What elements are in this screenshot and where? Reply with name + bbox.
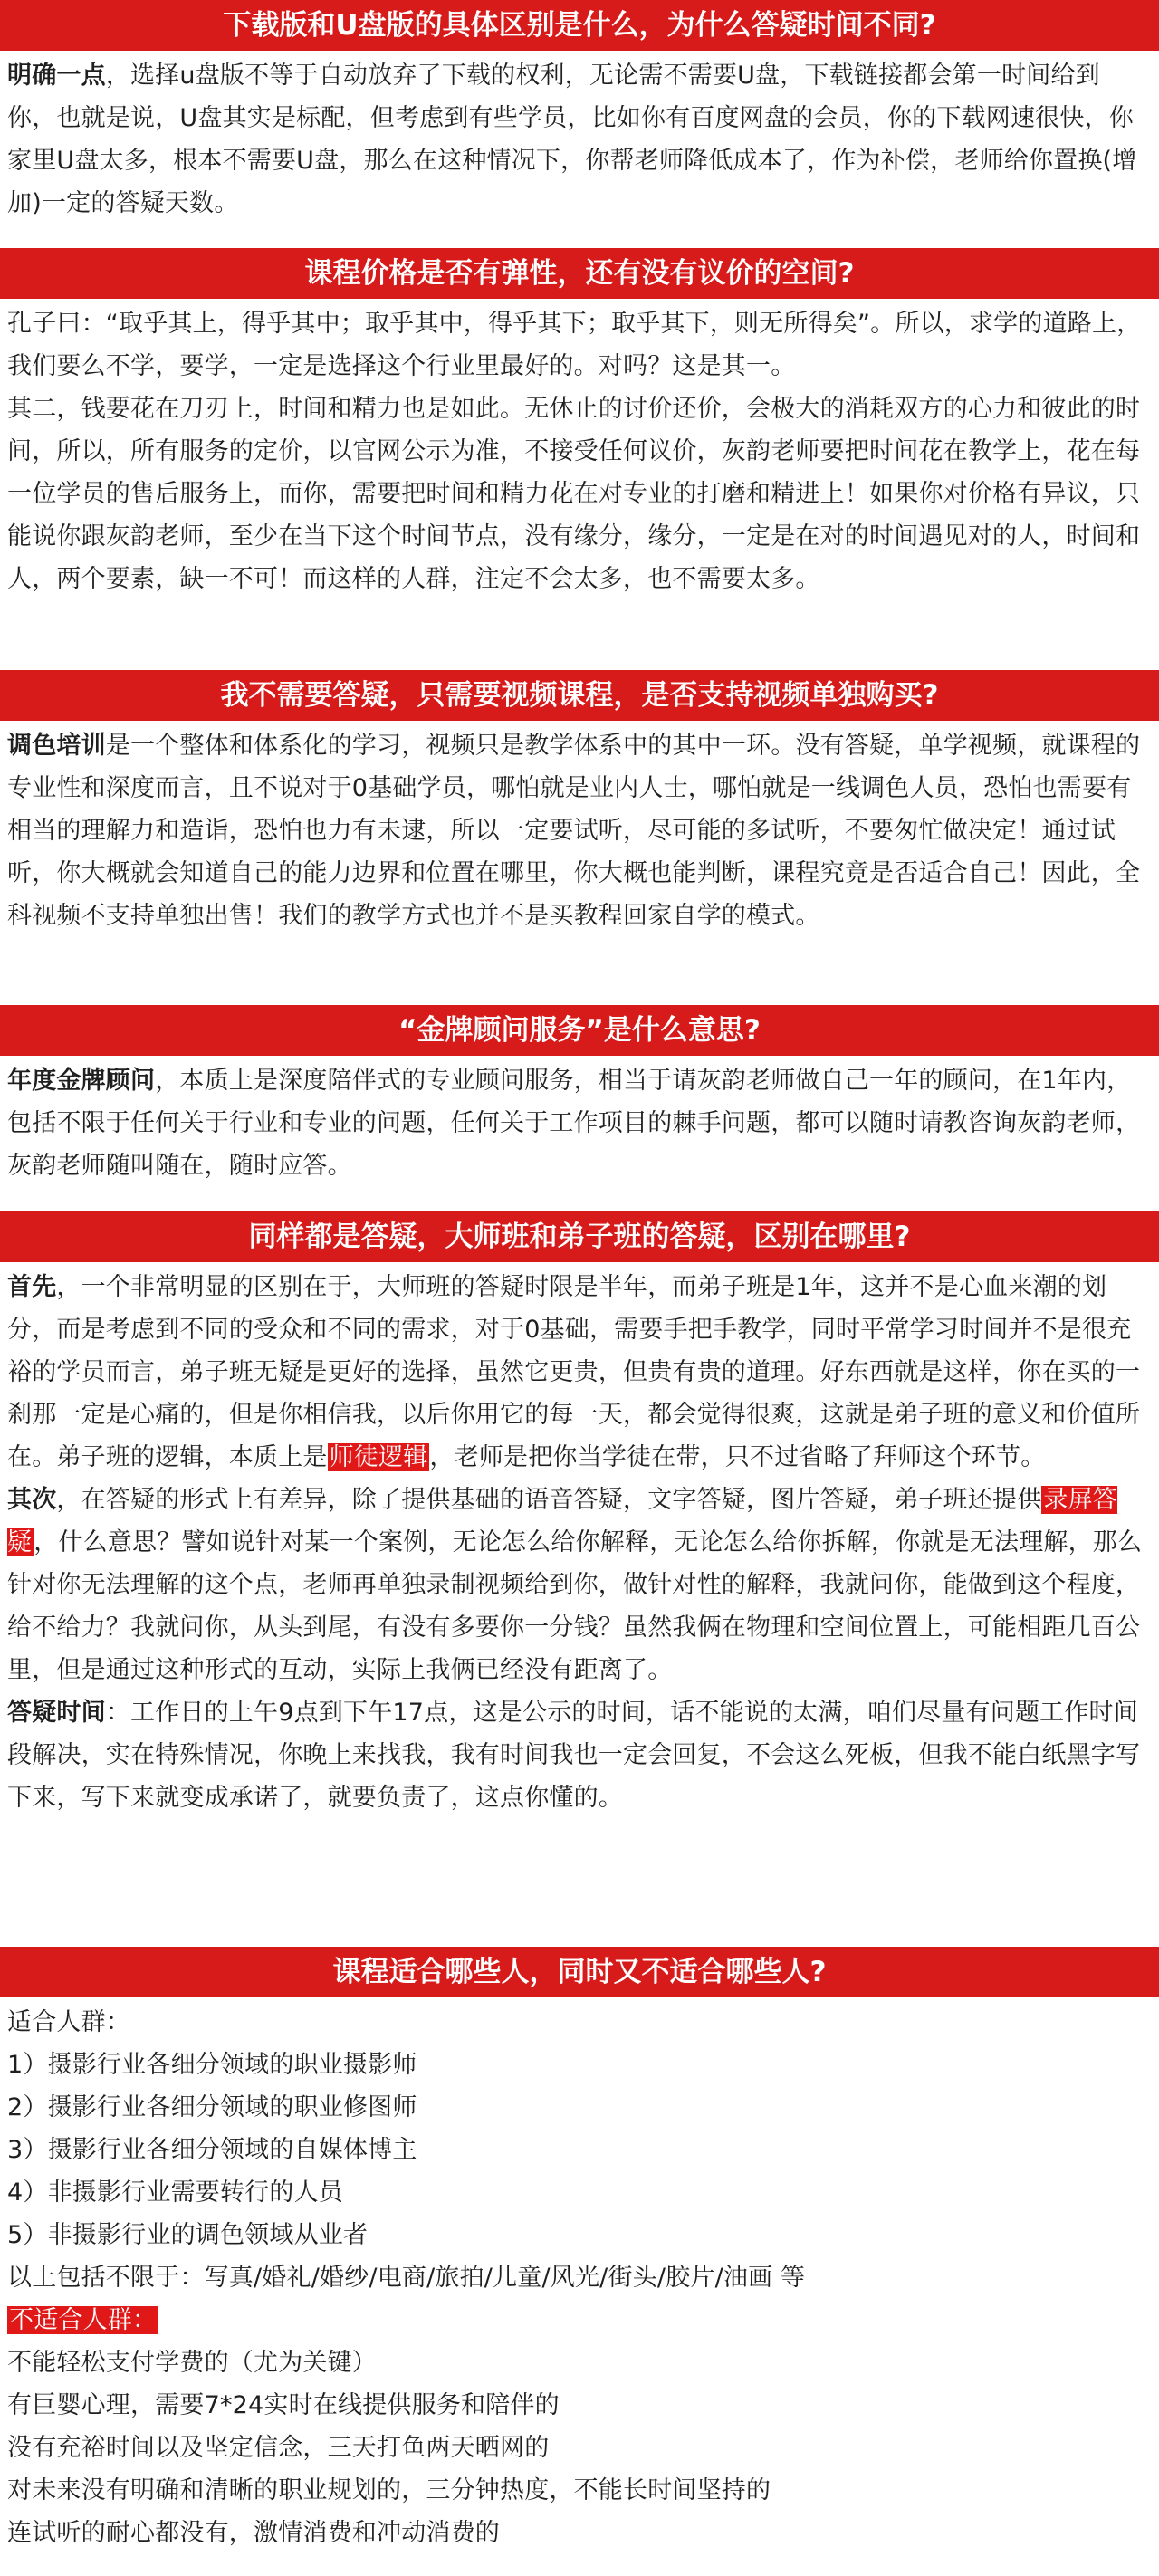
paragraph [7, 1479, 1148, 1691]
suitable-list [7, 2044, 1148, 2256]
paragraph [7, 1691, 1148, 1819]
suitable-label: 适合人群： [7, 2008, 130, 2036]
highlight-text: 录屏答疑 [7, 1486, 1118, 1556]
section-body-target-audience [7, 2001, 1148, 2554]
unsuitable-label-row [7, 2299, 1148, 2341]
section-header-download-vs-usb: 下载版和U盘版的具体区别是什么，为什么答疑时间不同? [0, 0, 1159, 51]
section-body-master-vs-disciple [7, 1266, 1148, 1819]
section-body-gold-advisor [7, 1059, 1148, 1187]
section-header-video-only: 我不需要答疑，只需要视频课程，是否支持视频单独购买? [0, 670, 1159, 721]
body-text: ，一个非常明显的区别在于，大师班的答疑时限是半年，而弟子班是1年，这并不是心血来潮的划分，而是考虑到不同的受众和不同的需求，对于0基础，需要手把手教学，同时平常学习时间并不是很充裕的学员而言，弟子班无疑是更好的选择，虽然它更贵，但贵有贵的道理。好东西就是这样，你在买的一刹那一定是心痛的，但是你相信我，以后你用它的每一天，都会觉得很爽，这就是弟子班的意义和价值所在。弟子班的逻辑，本质上是 [7, 1273, 1141, 1471]
paragraph [7, 1059, 1148, 1187]
list-item: 对未来没有明确和清晰的职业规划的，三分钟热度，不能长时间坚持的 [7, 2476, 771, 2504]
paragraph: 其二，钱要花在刀刃上，时间和精力也是如此。无休止的讨价还价，会极大的消耗双方的心力和彼此的时间，所以，所有服务的定价，以官网公示为准，不接受任何议价，灰韵老师要把时间花在教学上，花在每一位学员的售后服务上，而你，需要把时间和精力花在对专业的打磨和精进上！如果你对价格有异议，只能说你跟灰韵老师，至少在当下这个时间节点，没有缘分，缘分，一定是在对的时间遇见对的人，时间和人，两个要素，缺一不可！而这样的人群，注定不会太多，也不需要太多。 [7, 395, 1141, 593]
list-item: 有巨婴心理，需要7*24实时在线提供服务和陪伴的 [7, 2391, 560, 2419]
list-item: 连试听的耐心都没有，激情消费和冲动消费的 [7, 2519, 500, 2547]
list-item: 没有充裕时间以及坚定信念，三天打鱼两天晒网的 [7, 2434, 550, 2462]
section-body-price-negotiation [7, 302, 1148, 600]
lead-text: 答疑时间 [7, 1699, 106, 1727]
lead-text: 首先 [7, 1273, 57, 1301]
body-text: 是一个整体和体系化的学习，视频只是教学体系中的其中一环。没有答疑，单学视频，就课程的专业性和深度而言，且不说对于0基础学员，哪怕就是业内人士，哪怕就是一线调色人员，恐怕也需要有相当的理解力和造诣，恐怕也力有未逮，所以一定要试听，尽可能的多试听，不要匆忙做决定！通过试听，你大概就会知道自己的能力边界和位置在哪里，你大概也能判断，课程究竟是否适合自己！因此，全科视频不支持单独出售！我们的教学方式也并不是买教程回家自学的模式。 [7, 732, 1141, 930]
list-item: 5）非摄影行业的调色领域从业者 [7, 2221, 369, 2249]
lead-text: 年度金牌顾问 [7, 1067, 156, 1095]
list-item: 2）摄影行业各细分领域的职业修图师 [7, 2093, 417, 2121]
paragraph [7, 724, 1148, 937]
section-header-master-vs-disciple: 同样都是答疑，大师班和弟子班的答疑，区别在哪里? [0, 1211, 1159, 1262]
paragraph [7, 1266, 1148, 1479]
body-text: ，选择u盘版不等于自动放弃了下载的权利，无论需不需要U盘，下载链接都会第一时间给到你，也就是说，U盘其实是标配，但考虑到有些学员，比如你有百度网盘的会员，你的下载网速很快，你家里U盘太多，根本不需要U盘，那么在这种情况下，你帮老师降低成本了，作为补偿，老师给你置换(增加)一定的答疑天数。 [7, 62, 1137, 217]
body-text: ，本质上是深度陪伴式的专业顾问服务，相当于请灰韵老师做自己一年的顾问，在1年内，包括不限于任何关于行业和专业的问题，任何关于工作项目的棘手问题，都可以随时请教咨询灰韵老师，灰韵老师随叫随在，随时应答。 [7, 1067, 1141, 1180]
list-item: 3）摄影行业各细分领域的自媒体博主 [7, 2136, 417, 2164]
highlight-text: 师徒逻辑 [329, 1443, 428, 1471]
includes-note: 以上包括不限于：写真/婚礼/婚纱/电商/旅拍/儿童/风光/街头/胶片/油画 等 [7, 2264, 806, 2292]
section-header-target-audience: 课程适合哪些人，同时又不适合哪些人? [0, 1947, 1159, 1997]
unsuitable-list [7, 2341, 1148, 2554]
paragraph [7, 54, 1148, 225]
body-text: ，什么意思？譬如说针对某一个案例，无论怎么给你解释，无论怎么给你拆解，你就是无法理解，那么针对你无法理解的这个点，老师再单独录制视频给到你，做针对性的解释，我就问你，能做到这个程度，给不给力？我就问你，从头到尾，有没有多要你一分钱？虽然我俩在物理和空间位置上，可能相距几百公里，但是通过这种形式的互动，实际上我俩已经没有距离了。 [7, 1528, 1143, 1684]
body-text: ：工作日的上午9点到下午17点，这是公示的时间，话不能说的太满，咱们尽量有问题工作时间段解决，实在特殊情况，你晚上来找我，我有时间我也一定会回复，不会这么死板，但我不能白纸黑字写下来，写下来就变成承诺了，就要负责了，这点你懂的。 [7, 1699, 1141, 1812]
list-item: 1）摄影行业各细分领域的职业摄影师 [7, 2051, 417, 2079]
body-text: ，老师是把你当学徒在带，只不过省略了拜师这个环节。 [429, 1443, 1046, 1471]
lead-text: 明确一点 [7, 62, 106, 90]
paragraph: 孔子曰：“取乎其上，得乎其中；取乎其中，得乎其下；取乎其下，则无所得矣”。所以，求学的道路上，我们要么不学，要学，一定是选择这个行业里最好的。对吗？这是其一。 [7, 310, 1142, 380]
section-body-download-vs-usb [7, 54, 1148, 225]
unsuitable-label: 不适合人群： [9, 2306, 158, 2334]
lead-text: 调色培训 [7, 732, 106, 760]
section-header-gold-advisor: “金牌顾问服务”是什么意思? [0, 1005, 1159, 1056]
list-item: 4）非摄影行业需要转行的人员 [7, 2179, 343, 2207]
section-body-video-only [7, 724, 1148, 937]
list-item: 不能轻松支付学费的（尤为关键） [7, 2349, 377, 2377]
lead-text: 其次 [7, 1486, 57, 1514]
section-header-price-negotiation: 课程价格是否有弹性，还有没有议价的空间? [0, 248, 1159, 299]
body-text: ，在答疑的形式上有差异，除了提供基础的语音答疑，文字答疑，图片答疑，弟子班还提供 [56, 1486, 1042, 1514]
